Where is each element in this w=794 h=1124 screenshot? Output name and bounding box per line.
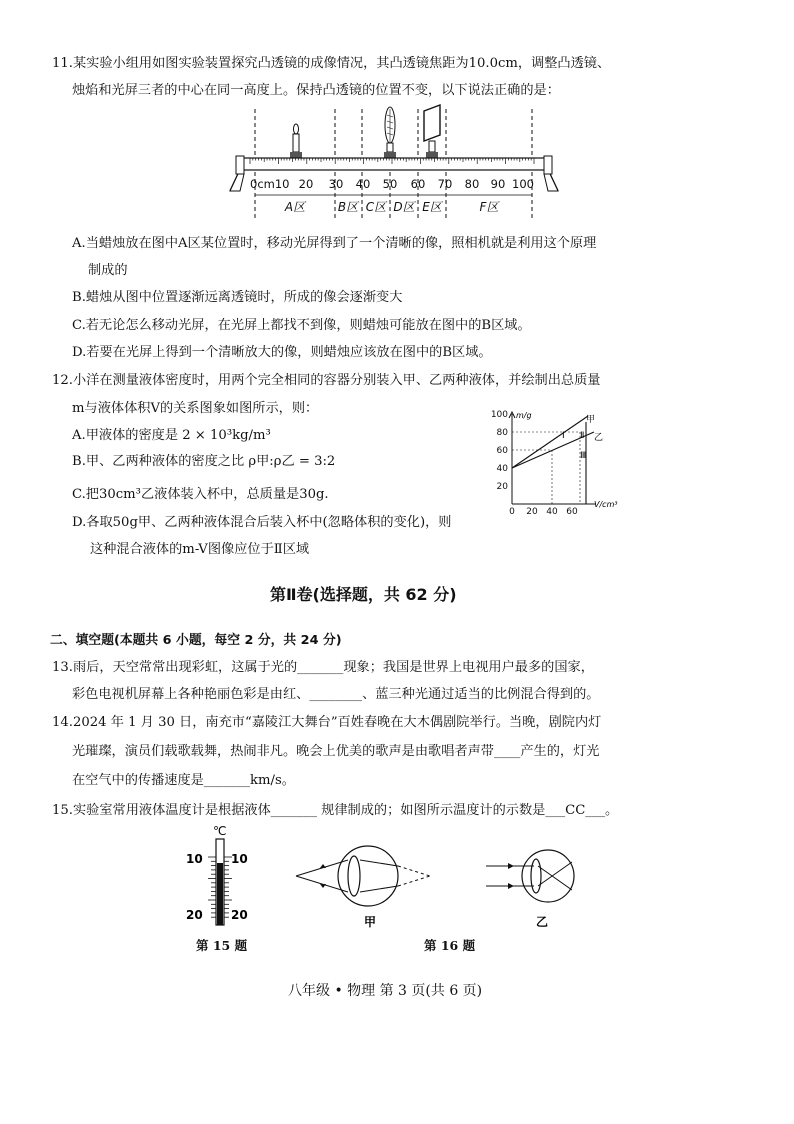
thermo-label-left-top: 10 bbox=[186, 852, 203, 866]
page-footer: 八年级 • 物理 第 3 页(共 6 页) bbox=[288, 983, 483, 999]
q15-line: 15.实验室常用液体温度计是根据液体_______ 规律制成的；如图所示温度计的示数是___CC___。 bbox=[52, 803, 619, 818]
zone-label: E区 bbox=[422, 200, 442, 214]
graph-y-tick: 100 bbox=[490, 410, 508, 420]
bench-tick-label: 0cm10 bbox=[250, 177, 290, 191]
bench-tick-label: 50 bbox=[382, 177, 398, 191]
q13-line2: 彩色电视机屏幕上各种艳丽色彩是由红、________、蓝三种光通过适当的比例混合得到的。 bbox=[72, 687, 600, 702]
thermometer-figure bbox=[182, 823, 262, 928]
q12-stem-line1: 12.小洋在测量液体密度时，用两个完全相同的容器分别装入甲、乙两种液体，并绘制出总质量 bbox=[52, 373, 601, 388]
graph-y-tick: 80 bbox=[496, 428, 508, 438]
graph-y-tick: 40 bbox=[496, 464, 508, 474]
thermo-label-right-bottom: 20 bbox=[231, 908, 248, 922]
q12-option-c: C.把30cm³乙液体装入杯中，总质量是30g. bbox=[72, 487, 329, 502]
figure-caption-15: 第 15 题 bbox=[196, 938, 248, 953]
section-2-title: 第Ⅱ卷(选择题，共 62 分) bbox=[270, 585, 457, 604]
bench-tick-label: 80 bbox=[464, 177, 480, 191]
bench-tick-label: 60 bbox=[410, 177, 426, 191]
graph-x-tick: 20 bbox=[526, 507, 538, 516]
region-label-2: Ⅱ bbox=[580, 431, 585, 441]
graph-y-tick: 20 bbox=[496, 482, 508, 492]
graph-x-tick: 60 bbox=[566, 507, 578, 516]
zone-label: C区 bbox=[365, 200, 387, 214]
bench-tick-label: 40 bbox=[355, 177, 371, 191]
part-2-heading: 二、填空题(本题共 6 小题，每空 2 分，共 24 分) bbox=[50, 633, 342, 648]
region-label-3: Ⅲ bbox=[580, 451, 587, 461]
q11-option-a: A.当蜡烛放在图中A区某位置时，移动光屏得到了一个清晰的像，照相机就是利用这个原理 bbox=[72, 236, 597, 251]
ray-extension-upper bbox=[398, 866, 430, 876]
eye-diagram-yi bbox=[482, 830, 602, 930]
q14-line3: 在空气中的传播速度是_______km/s。 bbox=[72, 773, 295, 788]
eye-label-jia: 甲 bbox=[364, 915, 377, 929]
bench-tick-label: 20 bbox=[298, 177, 314, 191]
graph-x-tick: 0 bbox=[509, 507, 515, 516]
bench-tick-label: 90 bbox=[490, 177, 506, 191]
thermometer-unit: ℃ bbox=[213, 824, 227, 838]
optical-bench-figure bbox=[226, 103, 566, 225]
thermometer-liquid bbox=[217, 863, 223, 925]
graph-x-label: V/cm³ bbox=[594, 500, 618, 509]
q11-stem-line2: 烛焰和光屏三者的中心在同一高度上。保持凸透镜的位置不变，以下说法正确的是： bbox=[72, 83, 560, 98]
q11-option-a-cont: 制成的 bbox=[88, 263, 128, 278]
graph-y-label: m/g bbox=[516, 411, 532, 420]
light-screen-icon bbox=[424, 105, 440, 158]
thermo-label-right-top: 10 bbox=[231, 852, 248, 866]
eye-lens-shape bbox=[348, 856, 360, 896]
q12-stem-line2: m与液体体积V的关系图象如图所示，则： bbox=[72, 401, 319, 416]
q11-option-c: C.若无论怎么移动光屏，在光屏上都找不到像，则蜡烛可能放在图中的B区域。 bbox=[72, 318, 531, 333]
bench-tick-label: 70 bbox=[437, 177, 453, 191]
zone-label: D区 bbox=[393, 200, 415, 214]
eye-diagram-jia bbox=[290, 830, 460, 930]
convex-lens-icon bbox=[384, 107, 396, 158]
graph-y-tick: 60 bbox=[496, 446, 508, 456]
q12-option-a: A.甲液体的密度是 2 × 10³kg/m³ bbox=[72, 428, 271, 443]
eyeball-shape bbox=[522, 850, 574, 902]
q12-option-d: D.各取50g甲、乙两种液体混合后装入杯中(忽略体积的变化)，则 bbox=[72, 515, 452, 530]
figure-caption-16: 第 16 题 bbox=[424, 938, 476, 953]
region-label-1: Ⅰ bbox=[562, 431, 565, 441]
zone-label: B区 bbox=[337, 200, 359, 214]
curve-label-jia: 甲 bbox=[586, 415, 596, 425]
q14-line1: 14.2024 年 1 月 30 日，南充市“嘉陵江大舞台”百姓春晚在大木偶剧院举行。当晚，剧院内灯 bbox=[52, 715, 602, 730]
q13-line1: 13.雨后，天空常常出现彩虹，这属于光的_______现象；我国是世界上电视用户最多的国家， bbox=[52, 660, 594, 675]
ray-arrows bbox=[320, 864, 326, 888]
q12-option-b: B.甲、乙两种液体的密度之比 ρ甲:ρ乙 = 3:2 bbox=[72, 454, 336, 469]
zone-label: F区 bbox=[479, 200, 499, 214]
q11-option-b: B.蜡烛从图中位置逐渐远离透镜时，所成的像会逐渐变大 bbox=[72, 290, 403, 305]
bench-tick-label: 100 bbox=[512, 177, 534, 191]
thermo-label-left-bottom: 20 bbox=[186, 908, 203, 922]
mass-volume-graph bbox=[476, 408, 636, 516]
q12-option-d-cont: 这种混合液体的m-V图像应位于Ⅱ区域 bbox=[90, 542, 310, 557]
curve-label-yi: 乙 bbox=[594, 433, 604, 443]
bench-tick-label: 30 bbox=[328, 177, 344, 191]
ray-extension-lower bbox=[398, 876, 430, 886]
ray-arrows bbox=[508, 863, 514, 889]
eyeball-shape bbox=[338, 846, 398, 906]
graph-x-tick: 40 bbox=[546, 507, 558, 516]
q11-stem-line1: 11.某实验小组用如图实验装置探究凸透镜的成像情况，其凸透镜焦距为10.0cm，调整凸透镜、 bbox=[52, 56, 611, 71]
q11-option-d: D.若要在光屏上得到一个清晰放大的像，则蜡烛应该放在图中的B区域。 bbox=[72, 345, 492, 360]
line-jia bbox=[512, 416, 588, 468]
eye-label-yi: 乙 bbox=[536, 915, 549, 929]
q14-line2: 光璀璨，演员们载歌载舞，热闹非凡。晚会上优美的歌声是由歌唱者声带____产生的，灯光 bbox=[72, 744, 600, 759]
candle-icon bbox=[290, 124, 302, 158]
zone-label: A区 bbox=[284, 200, 306, 214]
eye-lens-shape bbox=[531, 859, 541, 893]
